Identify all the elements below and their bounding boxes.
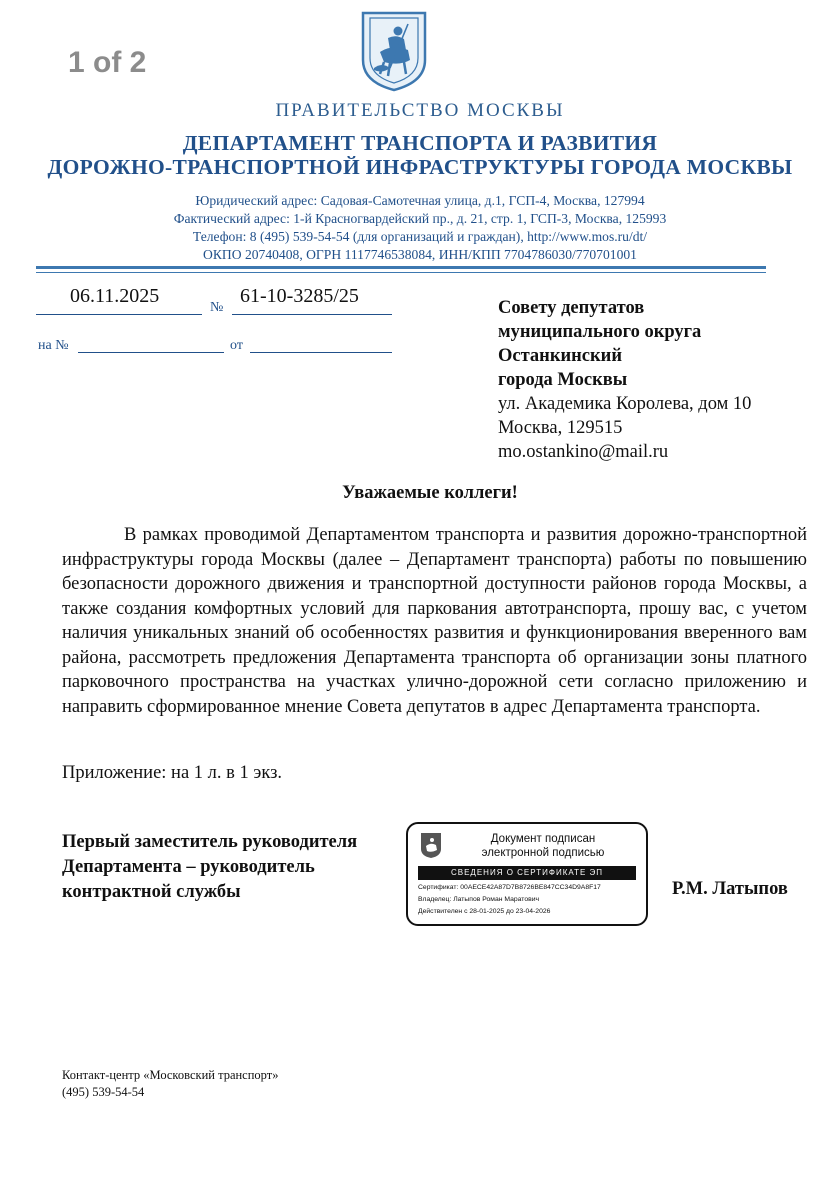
- reply-underline: [78, 352, 224, 353]
- moscow-coat-of-arms-icon: [360, 10, 428, 92]
- signer-title-line: Первый заместитель руководителя: [62, 832, 358, 852]
- recipient-address: ул. Академика Королева, дом 10: [498, 394, 752, 414]
- actual-address: Фактический адрес: 1-й Красногвардейский пр., д. 21, стр. 1, ГСП-3, Москва, 125993: [173, 211, 667, 226]
- recipient-line: Останкинский: [498, 346, 622, 366]
- number-underline: [232, 314, 392, 315]
- legal-address: Юридический адрес: Садовая-Самотечная улица, д.1, ГСП-4, Москва, 127994: [195, 193, 645, 208]
- coat-of-arms-icon: [420, 832, 442, 859]
- department-title-line2: ДОРОЖНО-ТРАНСПОРТНОЙ ИНФРАСТРУКТУРЫ ГОРОДА МОСКВЫ: [47, 155, 793, 179]
- electronic-signature-stamp: [406, 822, 648, 926]
- date-underline: [36, 314, 202, 315]
- letterhead-divider-thin: [36, 272, 766, 273]
- reply-label: на №: [38, 338, 69, 353]
- signer-name: Р.М. Латыпов: [672, 879, 788, 899]
- registration-codes: ОКПО 20740408, ОГРН 1117746538084, ИНН/КПП 7704786030/770701001: [203, 247, 637, 262]
- recipient-block: [498, 296, 751, 464]
- department-title-line1: ДЕПАРТАМЕНТ ТРАНСПОРТА И РАЗВИТИЯ: [182, 131, 658, 155]
- recipient-email: mo.ostankino@mail.ru: [498, 442, 669, 462]
- from-underline: [250, 352, 392, 353]
- certificate-info-bar: СВЕДЕНИЯ О СЕРТИФИКАТЕ ЭП: [418, 866, 636, 880]
- stamp-title-line: электронной подписью: [481, 847, 605, 859]
- document-number: 61-10-3285/25: [240, 285, 359, 307]
- certificate-validity: Действителен с 28-01-2025 до 23-04-2026: [418, 908, 551, 915]
- letterhead-divider: [36, 266, 766, 269]
- greeting: Уважаемые коллеги!: [342, 483, 518, 503]
- letter-body: [62, 523, 807, 719]
- signer-title: [62, 830, 357, 905]
- page-counter: 1 of 2: [68, 46, 147, 79]
- recipient-city: Москва, 129515: [498, 418, 623, 438]
- certificate-id: Сертификат: 00AECE42A87D7B8726BE847CC34D9A8F17: [418, 884, 601, 891]
- document-date: 06.11.2025: [70, 285, 160, 307]
- attachment-note: Приложение: на 1 л. в 1 экз.: [62, 763, 283, 783]
- signer-title-line: контрактной службы: [62, 882, 241, 902]
- footer: [62, 1067, 278, 1101]
- recipient-line: Совету депутатов: [498, 298, 645, 318]
- number-label: №: [210, 300, 224, 315]
- recipient-line: муниципального округа: [498, 322, 702, 342]
- government-title: ПРАВИТЕЛЬСТВО МОСКВЫ: [275, 100, 565, 121]
- recipient-line: города Москвы: [498, 370, 628, 390]
- footer-phone: (495) 539-54-54: [62, 1085, 145, 1099]
- certificate-owner: Владелец: Латыпов Роман Маратович: [418, 896, 540, 903]
- body-paragraph: В рамках проводимой Департаментом транспорта и развития дорожно-транспортной инфраструктуры города Москвы (далее – Департамент транспорта) работы по повышению безопасности дорожного движения и транспортной доступности районов города Москвы, а также создания комфортных условий для паркования автотранспорта, прошу вас, с учетом наличия уникальных знаний об особенностях развития и функционирования вверенного вам района, рассмотреть предложения Департамента транспорта об организации зоны платного парковочного пространства на участках улично-дорожной сети согласно приложению и направить сформированное мнение Совета депутатов в адрес Департамента транспорта.: [62, 525, 807, 717]
- contact-phone: Телефон: 8 (495) 539-54-54 (для организаций и граждан), http://www.mos.ru/dt/: [192, 229, 648, 244]
- signer-title-line: Департамента – руководитель: [62, 857, 315, 877]
- from-label: от: [230, 338, 243, 353]
- footer-contact: Контакт-центр «Московский транспорт»: [62, 1068, 279, 1082]
- stamp-title: [448, 832, 638, 860]
- stamp-title-line: Документ подписан: [490, 833, 596, 845]
